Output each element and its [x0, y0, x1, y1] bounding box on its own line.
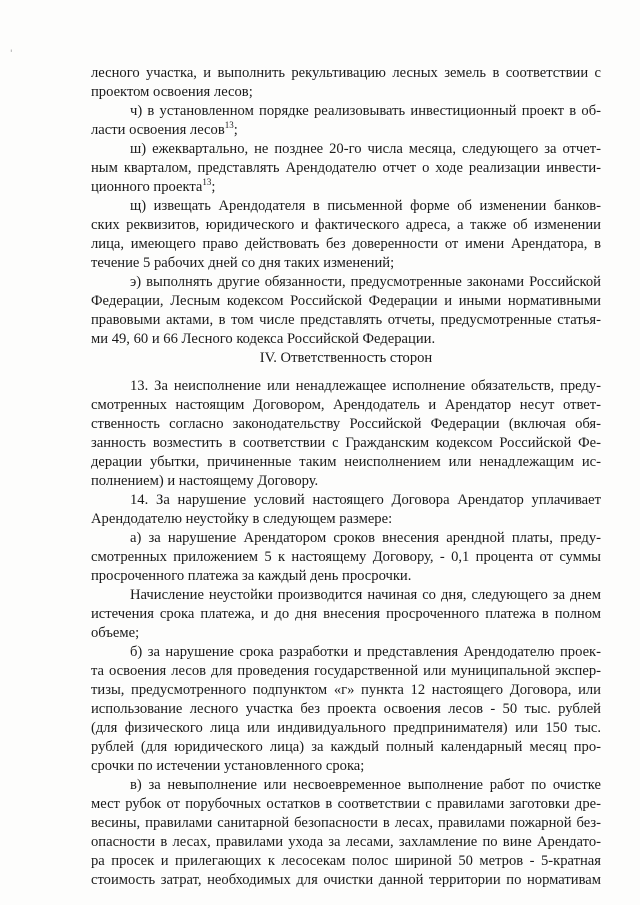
- text-fragment: ;: [233, 122, 238, 138]
- section-heading: IV. Ответственность сторон: [259, 350, 433, 366]
- text-line: ских реквизитов, юридического и фактического адреса, а также об изменении: [91, 217, 601, 233]
- text-line: рублей (для юридического лица) за каждый полный календарный месяц про-: [91, 739, 601, 755]
- text-line: та освоения лесов для проведения государственной или муниципальной экспер-: [91, 663, 601, 679]
- text-line: [91, 178, 601, 197]
- text-line: э) выполнять другие обязанности, предусмотренные законами Российской: [130, 274, 601, 290]
- text-line: срочки по истечении установленного срока;: [91, 758, 365, 774]
- text-line: стоимость затрат, необходимых для очистки данной территории по нормативам: [91, 872, 601, 888]
- text-line: 14. За нарушение условий настоящего Договора Арендатор уплачивает: [130, 492, 601, 508]
- text-line: ным кварталом, представлять Арендодателю отчет о ходе реализации инвести-: [91, 160, 601, 176]
- text-line: лесного участка, и выполнить рекультивацию лесных земель в соответствии с: [91, 65, 601, 81]
- text-line: дерации убытки, причиненные таким неисполнением или ненадлежащим ис-: [91, 454, 601, 470]
- text-line: ра просек и прилегающих к лесосекам полос шириной 50 метров - 5-кратная: [91, 853, 601, 869]
- text-line: проектом освоения лесов;: [91, 84, 253, 100]
- text-line: смотренных приложением 5 к настоящему Договору, - 0,1 процента от суммы: [91, 549, 601, 565]
- text-line: правовыми актами, в том числе представлять отчеты, предусмотренные статья-: [91, 312, 601, 328]
- footnote-ref: 13: [224, 120, 234, 130]
- text-line: использование лесного участка без проекта освоения лесов - 50 тыс. рублей: [91, 701, 601, 717]
- text-line: объеме;: [91, 625, 140, 641]
- text-line: в) за невыполнение или несвоевременное выполнение работ по очистке: [130, 777, 601, 793]
- footnote-ref: 13: [202, 177, 212, 187]
- text-line: мест рубок от порубочных остатков в соответствии с правилами заготовки дре-: [91, 796, 601, 812]
- text-line: лица, имеющего право действовать без доверенности от имени Арендатора, в: [91, 236, 601, 252]
- text-line: течение 5 рабочих дней со дня таких изменений;: [91, 255, 395, 271]
- text-line: щ) извещать Арендодателя в письменной форме об изменении банков-: [130, 198, 601, 214]
- text-line: весины, правилами санитарной безопасности в лесах, правилами пожарной без-: [91, 815, 601, 831]
- text-line: ч) в установленном порядке реализовывать инвестиционный проект в об-: [130, 103, 601, 119]
- text-line: ш) ежеквартально, не позднее 20-го числа месяца, следующего за отчет-: [130, 141, 601, 157]
- text-line: ственность согласно законодательству Российской Федерации (включая обя-: [91, 416, 601, 432]
- scan-speck: ': [10, 49, 13, 59]
- text-line: (для физического лица или индивидуального предпринимателя) или 150 тыс.: [91, 720, 601, 736]
- text-line: тизы, предусмотренного подпунктом «г» пункта 12 настоящего Договора, или: [91, 682, 601, 698]
- text-line: полнением) и настоящему Договору.: [91, 473, 319, 489]
- text-line: просроченного платежа за каждый день просрочки.: [91, 568, 412, 584]
- text-line: опасности в лесах, правилами ухода за лесами, захламление по вине Арендато-: [91, 834, 601, 850]
- text-line: а) за нарушение Арендатором сроков внесения арендной платы, преду-: [130, 530, 601, 546]
- text-line: Федерации, Лесным кодексом Российской Федерации и иными нормативными: [91, 293, 601, 309]
- text-line: Начисление неустойки производится начиная со дня, следующего за днем: [130, 587, 601, 603]
- text-line: истечения срока платежа, и до дня внесения просроченного платежа в полном: [91, 606, 601, 622]
- text-line: [91, 121, 601, 140]
- text-line: 13. За неисполнение или ненадлежащее исполнение обязательств, преду-: [130, 378, 601, 394]
- text-fragment: ционного проекта: [91, 179, 203, 195]
- text-line: б) за нарушение срока разработки и представления Арендодателю проек-: [130, 644, 601, 660]
- text-line: Арендодателю неустойку в следующем размере:: [91, 511, 393, 527]
- text-line: ми 49, 60 и 66 Лесного кодекса Российской Федерации.: [91, 331, 436, 347]
- text-line: занность возместить в соответствии с Гражданским кодексом Российской Фе-: [91, 435, 601, 451]
- text-fragment: ласти освоения лесов: [91, 122, 225, 138]
- text-line: смотренных настоящим Договором, Арендодатель и Арендатор несут ответ-: [91, 397, 601, 413]
- text-fragment: ;: [211, 179, 216, 195]
